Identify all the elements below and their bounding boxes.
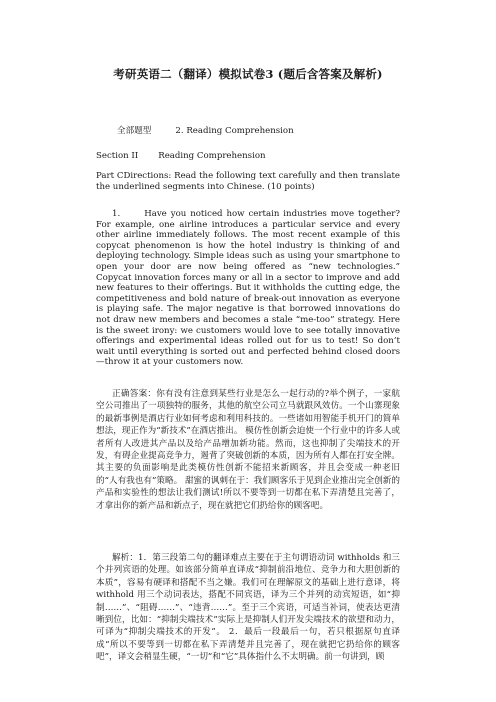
analysis-text: 1．第三段第二句的翻译难点主要在于主句谓语动词 withholds 和三个并列宾语的处理。如该部分简单直译成“抑制前沿地位、竞争力和大胆创新的本质”，容易有硬译和搭配不当之嫌。我们可在理解原文的基础上进行意译，将 withhold 用三个动词表达，搭配不同宾语，译为三个并列的动宾短语，如“抑制……”、“阻碍……”、“违背……”。至于三个宾语，可适当补词，使表达更清晰到位，比如：“抑制尖端技术”实际上是抑制人们开发尖端技术的欲望和动力，可译为“抑制尖端技术的开发”。 2．最后一段最后一句，若只根据原句直译成“所以不要等到一切都在私下弄清楚并且完善了，现在就把它扔给你的顾客吧”，译文会稍显生硬，“一切”和“它”具体指什么不太明确。前一句讲到，顾 [96, 553, 400, 663]
analysis-paragraph [96, 552, 400, 664]
section-name: Reading Comprehension [158, 151, 266, 161]
question-number: 1. [112, 209, 121, 219]
page-title: 考研英语二（翻译）模拟试卷3 (题后含答案及解析) [113, 67, 383, 81]
answer-label: 正确答案： [112, 389, 157, 399]
section-number: Section II [96, 151, 139, 161]
directions: Part CDirections: Read the following text carefully and then translate the underlined segments into Chinese. (10 points) [96, 171, 400, 192]
passage-paragraph [96, 209, 400, 368]
part-label: 2. Reading Comprehension [175, 126, 294, 136]
question-type-label: 全部题型 [117, 126, 152, 136]
passage-text: Have you noticed how certain industries move together? For example, one airline introduces a particular service and every other airline immediately follows. The most recent example of this copycat phenomenon is how the hotel industry is thinking of and deploying technology. Simple ideas such as using your smartphone to open your door are now being offered as “new technologies.” Copycat innovation forces many or all in a sector to improve and add new features to their offerings. But it withholds the cutting edge, the competitiveness and bold nature of break-out innovation as everyone is playing safe. The major negative is that borrowed innovations do not draw new members and becomes a stale “me-too” strategy. Here is the sweet irony: we customers would love to see totally innovative offerings and experimental ideas rolled out for us to test! So don’t wait until everything is sorted out and perfected behind closed doors—throw it at your customers now. [96, 209, 400, 368]
analysis-label: 解析： [112, 553, 139, 563]
section-heading [96, 151, 266, 161]
question-meta [117, 124, 294, 136]
answer-paragraph [96, 388, 400, 512]
answer-text: 你有没有注意到某些行业是怎么一起行动的?举个例子，一家航空公司推出了一项独特的服务，其他的航空公司立马就跟风效仿。一个山寨现象的最新事例是酒店行业如何考虑和利用科技的。一些诸如用智能手机开门的简单想法，现正作为“新技术”在酒店推出。 模仿性创新会迫使一个行业中的许多人或者所有人改进其产品以及给产品增加新功能。然而，这也抑制了尖端技术的开发，有碍企业提高竞争力，遏背了突破创新的本质，因为所有人都在打安全牌。其主要的负面影响是此类模仿性创新不能招来新顾客，并且会变成一种老旧的“人有我也有”策略。 甜蜜的讽刺在于：我们顾客乐于见到企业推出完全创新的产品和实验性的想法让我们测试!所以不要等到一切都在私下弄清楚且完善了，才拿出你的新产品和新点子，现在就把它们扔给你的顾客吧。 [96, 389, 400, 511]
